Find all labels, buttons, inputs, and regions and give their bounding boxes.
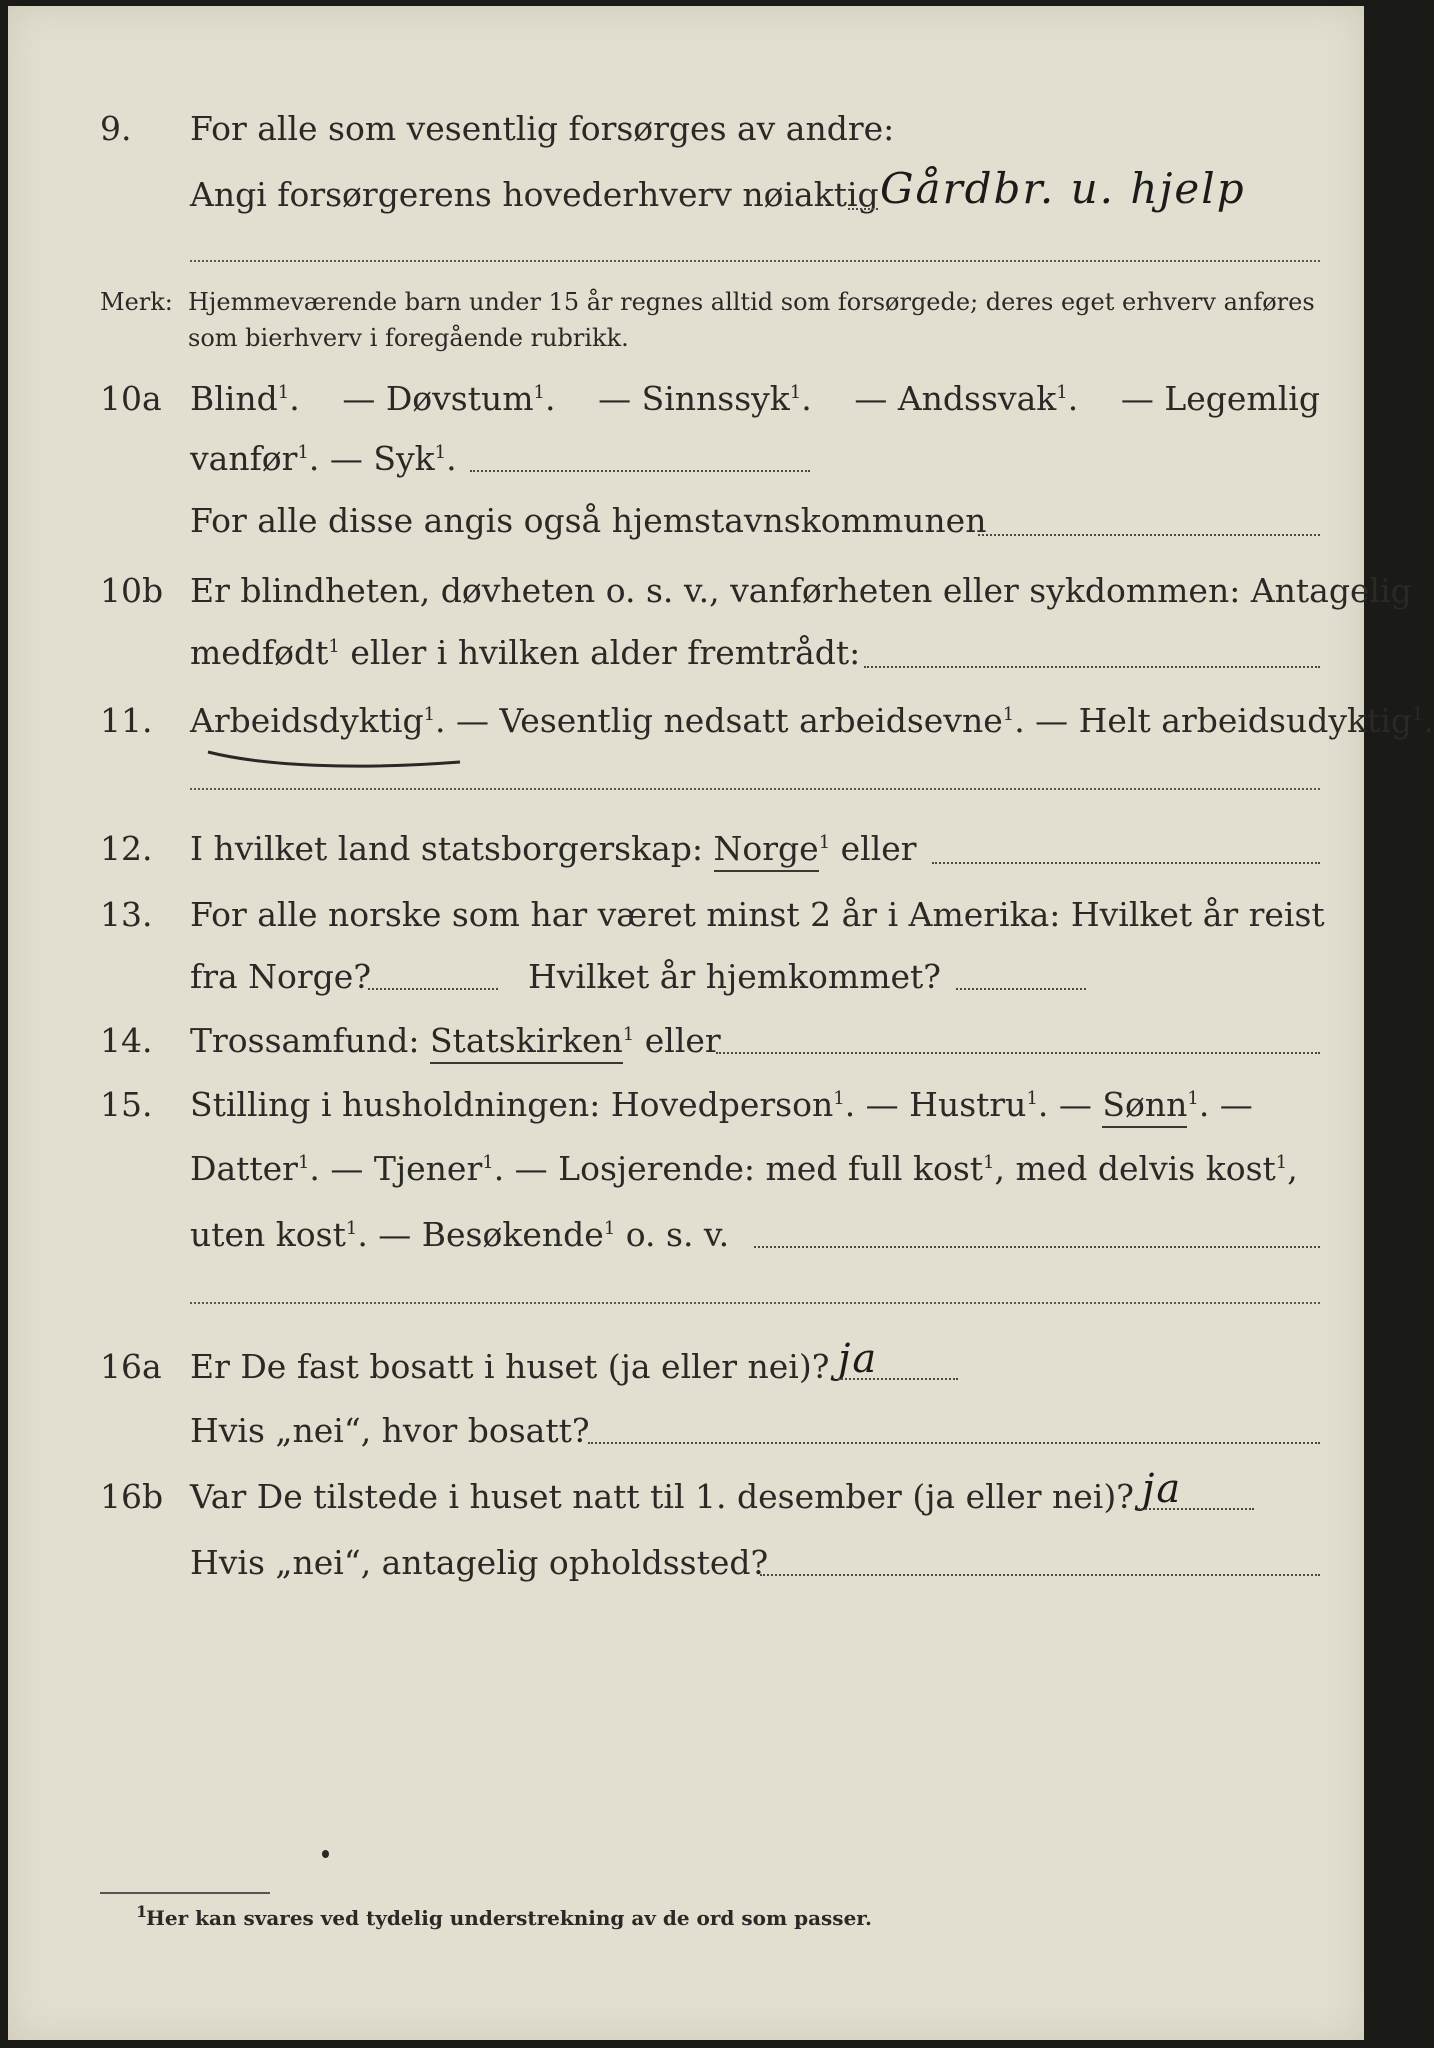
q10b-alder: eller i hvilken alder fremtrådt: <box>339 633 861 672</box>
q15-hustru[interactable]: . — Hustru <box>844 1085 1027 1124</box>
q9-rule <box>190 260 1320 262</box>
sup-mark: 1 <box>423 704 436 725</box>
sup-mark: 1 <box>297 1152 310 1173</box>
sup-mark: 1 <box>1026 1088 1038 1109</box>
q10b-dots <box>864 666 1320 668</box>
q12-line <box>8 824 1364 874</box>
q10b-line2 <box>8 628 1364 678</box>
q15-line2 <box>8 1144 1364 1194</box>
q13-hjemkommet-dots <box>956 988 1086 990</box>
q15-number: 15. <box>100 1085 153 1124</box>
q9-line1 <box>8 104 1364 154</box>
q13-hjemkommet: Hvilket år hjemkommet? <box>528 957 941 996</box>
q13-reist-dots <box>368 988 498 990</box>
q10a-line1 <box>8 374 1364 424</box>
sup-mark: 1 <box>1056 382 1068 403</box>
q12-text: I hvilket land statsborgerskap: <box>190 829 714 868</box>
q10a-hjemstavn-dots <box>978 534 1320 536</box>
sup-mark: 1 <box>1002 704 1015 725</box>
sup-mark: 1 <box>434 442 447 463</box>
q11-rule <box>190 788 1320 790</box>
q10a-options: Blind$^1$. — Døvstum$^1$. — Sinnssyk$^1$. — Andssvak$^1$. — Legemlig <box>190 374 1320 424</box>
sup-mark: 1 <box>622 1024 635 1045</box>
q13-reist: fra Norge? <box>190 957 372 996</box>
q14-text: Trossamfund: <box>190 1021 430 1060</box>
footnote-text: Her kan svares ved tydelig understrekning av de ord som passer. <box>146 1906 872 1930</box>
q16a-number: 16a <box>100 1347 162 1386</box>
q10b-line1 <box>8 566 1412 616</box>
q10a-blind[interactable]: Blind <box>190 379 278 418</box>
q10b-text1: Er blindheten, døvheten o. s. v., vanførheten eller sykdommen: Antagelig <box>190 571 1412 610</box>
q10a-line3 <box>8 496 1364 546</box>
q11-line: 11. Arbeidsdyktig$^1$. — Vesentlig nedsatt arbeidsevne$^1$. — Helt arbeidsudyktig$^1$. <box>8 696 1364 746</box>
sup-mark: 1 <box>345 1218 358 1239</box>
q16a-hvor: Hvis „nei“, hvor bosatt? <box>190 1411 590 1450</box>
ink-dot <box>322 1850 329 1858</box>
q11-udyktig[interactable]: . — Helt arbeidsudyktig <box>1014 701 1412 740</box>
q16b-line2 <box>8 1538 1364 1588</box>
q16a-text: Er De fast bosatt i huset (ja eller nei)? <box>190 1347 830 1386</box>
q12-dots <box>932 862 1320 864</box>
q10b-number: 10b <box>100 571 164 610</box>
q16b-dots <box>1138 1508 1254 1510</box>
q16b-opholdssted: Hvis „nei“, antagelig opholdssted? <box>190 1543 769 1582</box>
q10a-hjemstavn: For alle disse angis også hjemstavnskommunen <box>190 501 987 540</box>
q15-line3 <box>8 1210 1364 1260</box>
footnote-number: 1 <box>136 1902 148 1921</box>
q15-losjerende[interactable]: . — Losjerende: med full kost <box>493 1149 984 1188</box>
q12-norge[interactable]: Norge <box>714 829 819 872</box>
q9-dots-a <box>848 208 878 210</box>
q16b-number: 16b <box>100 1477 164 1516</box>
q16a-line2 <box>8 1406 1364 1456</box>
q14-dots <box>716 1052 1320 1054</box>
q15-hovedperson[interactable]: Stilling i husholdningen: Hovedperson <box>190 1085 834 1124</box>
q11-arbeidsdyktig[interactable]: Arbeidsdyktig <box>190 701 424 740</box>
sup-mark: 1 <box>789 382 802 403</box>
q13-line2 <box>8 952 1364 1002</box>
q10a-vanfor[interactable]: vanfør <box>190 439 298 478</box>
q11-number: 11. <box>100 701 153 740</box>
merk-label: Merk: <box>100 288 173 316</box>
sup-mark: 1 <box>533 382 545 403</box>
q13-text1: For alle norske som har været minst 2 år i Amerika: Hvilket år reist <box>190 895 1325 934</box>
sup-mark: 1 <box>482 1152 494 1173</box>
q15-dash: . — <box>1037 1085 1103 1124</box>
q12-number: 12. <box>100 829 153 868</box>
sup-mark: 1 <box>1275 1152 1288 1173</box>
q12-eller: eller <box>830 829 917 868</box>
q15-besokende[interactable]: . — Besøkende <box>357 1215 604 1254</box>
q16a-line1 <box>8 1342 1364 1392</box>
sup-mark: 1 <box>818 832 831 853</box>
q16b-opholdssted-dots <box>760 1574 1320 1576</box>
q16a-answer[interactable]: ja <box>838 1336 879 1382</box>
q15-datter[interactable]: Datter <box>190 1149 298 1188</box>
q10a-legemlig[interactable]: — Legemlig <box>1120 379 1320 418</box>
footnote-rule <box>100 1892 270 1894</box>
q15-osv: o. s. v. <box>615 1215 730 1254</box>
q15-line1 <box>8 1080 1364 1130</box>
q14-eller: eller <box>634 1021 721 1060</box>
census-form-page <box>8 6 1434 2040</box>
q15-rule <box>190 1302 1320 1304</box>
q15-dots <box>754 1246 1320 1248</box>
q9-text2: Angi forsørgerens hovederhverv nøiaktig <box>190 175 879 214</box>
q10a-sinnssyk[interactable]: — Sinnssyk <box>598 379 790 418</box>
q14-statskirken[interactable]: Statskirken <box>430 1021 623 1064</box>
q11-underline-stroke <box>204 744 464 774</box>
q10b-medfodt[interactable]: medfødt <box>190 633 329 672</box>
q15-sonn[interactable]: Sønn <box>1102 1085 1187 1128</box>
merk-text: Hjemmeværende barn under 15 år regnes alltid som forsørgede; deres eget erhverv anføres som bierhverv i foregående rubrikk. <box>188 288 1315 352</box>
q16a-hvor-dots <box>588 1442 1320 1444</box>
sup-mark: 1 <box>277 382 290 403</box>
q15-tjener[interactable]: . — Tjener <box>309 1149 483 1188</box>
q10a-dovstum[interactable]: — Døvstum <box>342 379 534 418</box>
q15-delvis[interactable]: , med delvis kost <box>994 1149 1276 1188</box>
q15-uten-kost[interactable]: uten kost <box>190 1215 346 1254</box>
q13-line1 <box>8 890 1364 940</box>
q15-dash-end: . — <box>1198 1085 1253 1124</box>
q16b-answer[interactable]: ja <box>1142 1466 1183 1512</box>
q9-text1: For alle som vesentlig forsørges av andre: <box>190 109 895 148</box>
q9-number: 9. <box>100 109 132 148</box>
q10a-syk-dots <box>470 470 810 472</box>
sup-mark: 1 <box>833 1088 845 1109</box>
q10a-syk[interactable]: . — Syk <box>308 439 435 478</box>
q10a-line2: vanfør$^1$. — Syk$^1$. <box>190 439 457 478</box>
q10a-number: 10a <box>100 379 162 418</box>
sup-mark: 1 <box>983 1152 995 1173</box>
q10a-andssvak[interactable]: — Andssvak <box>854 379 1057 418</box>
sup-mark: 1 <box>1187 1088 1199 1109</box>
q14-number: 14. <box>100 1021 153 1060</box>
sup-mark: 1 <box>603 1218 616 1239</box>
q9-answer[interactable]: Gårdbr. u. hjelp <box>880 164 1246 213</box>
q15-comma: , <box>1287 1149 1298 1188</box>
sup-mark: 1 <box>328 636 340 657</box>
q13-number: 13. <box>100 895 153 934</box>
q16a-dots <box>838 1378 958 1380</box>
q14-line <box>8 1016 1364 1066</box>
q11-nedsatt[interactable]: . — Vesentlig nedsatt arbeidsevne <box>435 701 1003 740</box>
sup-mark: 1 <box>297 442 309 463</box>
footnote <box>136 1902 872 1930</box>
q16b-text: Var De tilstede i huset natt til 1. desember (ja eller nei)? <box>190 1477 1134 1516</box>
sup-mark: 1 <box>1411 704 1424 725</box>
